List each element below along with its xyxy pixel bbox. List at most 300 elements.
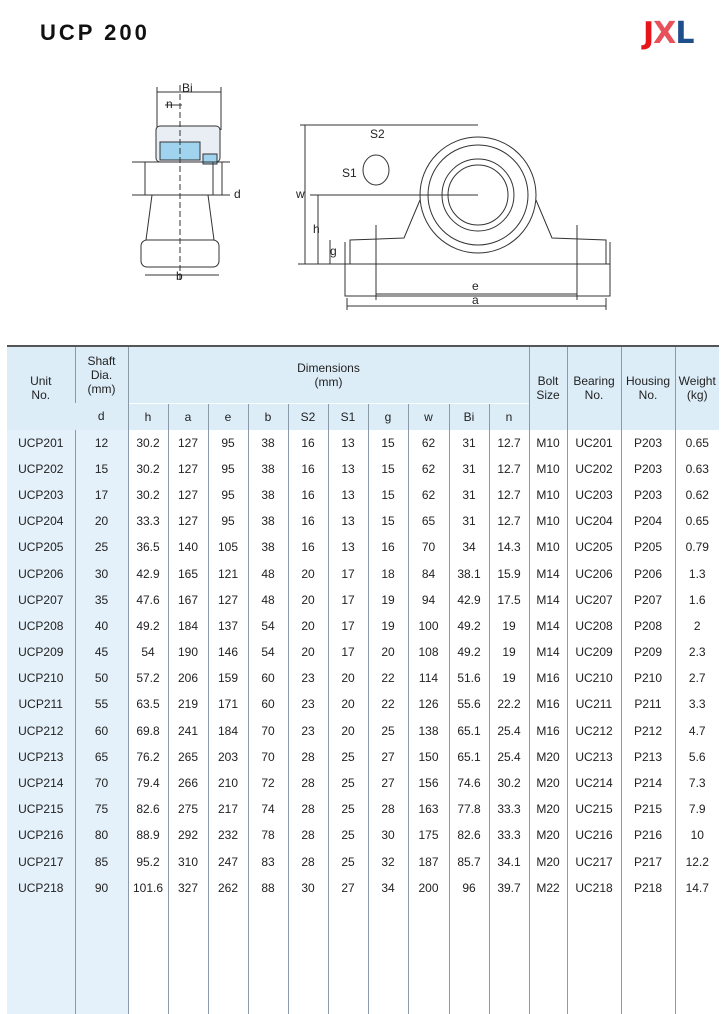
table-cell: 65.1 bbox=[449, 718, 489, 744]
table-cell: 85.7 bbox=[449, 849, 489, 875]
table-cell: 31 bbox=[449, 508, 489, 534]
table-cell: UCP218 bbox=[7, 875, 75, 901]
table-cell: 30 bbox=[75, 560, 128, 586]
table-cell: 17.5 bbox=[489, 587, 529, 613]
table-cell: UC217 bbox=[567, 849, 621, 875]
subheader-d: d bbox=[75, 403, 128, 430]
table-cell: 217 bbox=[208, 796, 248, 822]
svg-text:Bi: Bi bbox=[182, 81, 193, 95]
empty-cell bbox=[168, 901, 208, 1014]
table-cell: 28 bbox=[288, 796, 328, 822]
table-cell: 13 bbox=[328, 534, 368, 560]
table-cell: 2.7 bbox=[675, 665, 719, 691]
table-cell: 150 bbox=[408, 744, 449, 770]
table-cell: 40 bbox=[75, 613, 128, 639]
empty-cell bbox=[489, 901, 529, 1014]
table-cell: 79.4 bbox=[128, 770, 168, 796]
table-cell: P213 bbox=[621, 744, 675, 770]
table-cell: UCP215 bbox=[7, 796, 75, 822]
table-cell: 20 bbox=[328, 665, 368, 691]
table-cell: 203 bbox=[208, 744, 248, 770]
table-cell: 27 bbox=[368, 770, 408, 796]
table-cell: 114 bbox=[408, 665, 449, 691]
table-cell: 190 bbox=[168, 639, 208, 665]
empty-cell bbox=[7, 901, 75, 1014]
table-cell: 187 bbox=[408, 849, 449, 875]
table-cell: 247 bbox=[208, 849, 248, 875]
table-cell: 94 bbox=[408, 587, 449, 613]
table-cell: 16 bbox=[288, 456, 328, 482]
table-cell: 57.2 bbox=[128, 665, 168, 691]
empty-cell bbox=[75, 901, 128, 1014]
header-bearing-no: Bearing No. bbox=[567, 346, 621, 430]
table-row bbox=[7, 665, 719, 691]
empty-cell bbox=[328, 901, 368, 1014]
table-cell: UCP205 bbox=[7, 534, 75, 560]
table-cell: 49.2 bbox=[449, 639, 489, 665]
table-cell: 95 bbox=[208, 508, 248, 534]
table-cell: 62 bbox=[408, 482, 449, 508]
table-cell: 82.6 bbox=[449, 822, 489, 848]
table-cell: 184 bbox=[168, 613, 208, 639]
table-cell: 95.2 bbox=[128, 849, 168, 875]
table-cell: 33.3 bbox=[489, 822, 529, 848]
table-cell: UCP203 bbox=[7, 482, 75, 508]
table-cell: 13 bbox=[328, 482, 368, 508]
table-cell: 10 bbox=[675, 822, 719, 848]
table-row bbox=[7, 796, 719, 822]
table-cell: 2 bbox=[675, 613, 719, 639]
table-cell: 292 bbox=[168, 822, 208, 848]
table-cell: 42.9 bbox=[128, 560, 168, 586]
table-cell: 28 bbox=[288, 849, 328, 875]
table-cell: 34.1 bbox=[489, 849, 529, 875]
table-cell: 127 bbox=[168, 456, 208, 482]
table-cell: 3.3 bbox=[675, 691, 719, 717]
table-cell: 33.3 bbox=[489, 796, 529, 822]
table-cell: 22 bbox=[368, 691, 408, 717]
table-cell: 27 bbox=[368, 744, 408, 770]
subheader-s2: S2 bbox=[288, 403, 328, 430]
header-bolt-size: Bolt Size bbox=[529, 346, 567, 430]
table-cell: 17 bbox=[75, 482, 128, 508]
table-cell: M14 bbox=[529, 613, 567, 639]
table-cell: M10 bbox=[529, 430, 567, 456]
table-cell: UCP213 bbox=[7, 744, 75, 770]
table-cell: 54 bbox=[128, 639, 168, 665]
table-cell: UC207 bbox=[567, 587, 621, 613]
table-cell: P207 bbox=[621, 587, 675, 613]
table-cell: 156 bbox=[408, 770, 449, 796]
table-cell: 17 bbox=[328, 639, 368, 665]
table-cell: 200 bbox=[408, 875, 449, 901]
empty-cell bbox=[208, 901, 248, 1014]
table-cell: 48 bbox=[248, 587, 288, 613]
subheader-w: w bbox=[408, 403, 449, 430]
table-cell: UC209 bbox=[567, 639, 621, 665]
table-cell: 28 bbox=[288, 822, 328, 848]
table-cell: 50 bbox=[75, 665, 128, 691]
table-cell: 30.2 bbox=[489, 770, 529, 796]
table-cell: P215 bbox=[621, 796, 675, 822]
table-cell: UC206 bbox=[567, 560, 621, 586]
table-cell: 30 bbox=[288, 875, 328, 901]
svg-text:S2: S2 bbox=[370, 127, 385, 141]
table-cell: 35 bbox=[75, 587, 128, 613]
table-cell: 127 bbox=[168, 482, 208, 508]
table-cell: 137 bbox=[208, 613, 248, 639]
jxl-logo: JXL bbox=[643, 16, 694, 51]
empty-cell bbox=[368, 901, 408, 1014]
table-cell: 15 bbox=[75, 456, 128, 482]
table-cell: 30 bbox=[368, 822, 408, 848]
subheader-e: e bbox=[208, 403, 248, 430]
table-cell: UCP210 bbox=[7, 665, 75, 691]
table-cell: 25 bbox=[368, 718, 408, 744]
table-cell: 16 bbox=[368, 534, 408, 560]
table-cell: 80 bbox=[75, 822, 128, 848]
table-cell: UC208 bbox=[567, 613, 621, 639]
table-cell: M20 bbox=[529, 796, 567, 822]
table-cell: P212 bbox=[621, 718, 675, 744]
empty-cell bbox=[529, 901, 567, 1014]
table-cell: M20 bbox=[529, 849, 567, 875]
table-cell: UCP212 bbox=[7, 718, 75, 744]
table-cell: 34 bbox=[449, 534, 489, 560]
table-cell: 19 bbox=[368, 613, 408, 639]
table-row bbox=[7, 560, 719, 586]
table-cell: 25 bbox=[328, 796, 368, 822]
header-unit-no: Unit No. bbox=[7, 346, 75, 430]
table-row bbox=[7, 430, 719, 456]
table-cell: 16 bbox=[288, 482, 328, 508]
table-cell: 127 bbox=[168, 508, 208, 534]
table-cell: 32 bbox=[368, 849, 408, 875]
empty-cell bbox=[675, 901, 719, 1014]
table-row bbox=[7, 482, 719, 508]
table-cell: UCP201 bbox=[7, 430, 75, 456]
subheader-h: h bbox=[128, 403, 168, 430]
side-view bbox=[132, 81, 241, 283]
table-cell: M10 bbox=[529, 508, 567, 534]
table-cell: UC210 bbox=[567, 665, 621, 691]
empty-cell bbox=[567, 901, 621, 1014]
table-cell: UC218 bbox=[567, 875, 621, 901]
table-row bbox=[7, 508, 719, 534]
table-cell: UC205 bbox=[567, 534, 621, 560]
table-cell: 0.65 bbox=[675, 430, 719, 456]
table-cell: 38 bbox=[248, 430, 288, 456]
table-cell: 25 bbox=[328, 770, 368, 796]
table-cell: UCP211 bbox=[7, 691, 75, 717]
table-cell: 165 bbox=[168, 560, 208, 586]
table-row bbox=[7, 639, 719, 665]
header-weight: Weight (kg) bbox=[675, 346, 719, 430]
table-cell: 127 bbox=[208, 587, 248, 613]
table-cell: 76.2 bbox=[128, 744, 168, 770]
table-cell: 105 bbox=[208, 534, 248, 560]
table-cell: 82.6 bbox=[128, 796, 168, 822]
table-cell: 25 bbox=[328, 849, 368, 875]
table-cell: UCP217 bbox=[7, 849, 75, 875]
table-row bbox=[7, 718, 719, 744]
table-cell: 48 bbox=[248, 560, 288, 586]
table-cell: 22 bbox=[368, 665, 408, 691]
table-cell: M10 bbox=[529, 482, 567, 508]
table-cell: 63.5 bbox=[128, 691, 168, 717]
table-cell: 167 bbox=[168, 587, 208, 613]
table-cell: 74 bbox=[248, 796, 288, 822]
table-cell: 51.6 bbox=[449, 665, 489, 691]
table-cell: 100 bbox=[408, 613, 449, 639]
table-cell: 146 bbox=[208, 639, 248, 665]
table-cell: 70 bbox=[408, 534, 449, 560]
table-cell: 25 bbox=[328, 744, 368, 770]
table-row bbox=[7, 875, 719, 901]
table-row bbox=[7, 613, 719, 639]
table-cell: P214 bbox=[621, 770, 675, 796]
table-cell: 127 bbox=[168, 430, 208, 456]
table-cell: UCP202 bbox=[7, 456, 75, 482]
table-cell: 108 bbox=[408, 639, 449, 665]
table-cell: 18 bbox=[368, 560, 408, 586]
table-row bbox=[7, 849, 719, 875]
table-cell: 70 bbox=[248, 718, 288, 744]
table-row bbox=[7, 822, 719, 848]
subheader-s1: S1 bbox=[328, 403, 368, 430]
table-cell: 88 bbox=[248, 875, 288, 901]
table-cell: 15 bbox=[368, 508, 408, 534]
table-cell: P210 bbox=[621, 665, 675, 691]
specification-table bbox=[7, 345, 719, 1014]
table-cell: 15.9 bbox=[489, 560, 529, 586]
table-row bbox=[7, 534, 719, 560]
table-cell: 95 bbox=[208, 456, 248, 482]
table-cell: 13 bbox=[328, 508, 368, 534]
empty-cell bbox=[408, 901, 449, 1014]
table-cell: 31 bbox=[449, 430, 489, 456]
table-cell: P203 bbox=[621, 482, 675, 508]
table-cell: UC211 bbox=[567, 691, 621, 717]
table-cell: 0.65 bbox=[675, 508, 719, 534]
table-cell: 159 bbox=[208, 665, 248, 691]
table-cell: 70 bbox=[248, 744, 288, 770]
table-cell: 13 bbox=[328, 430, 368, 456]
table-cell: 20 bbox=[75, 508, 128, 534]
table-cell: P211 bbox=[621, 691, 675, 717]
table-cell: 74.6 bbox=[449, 770, 489, 796]
table-cell: 62 bbox=[408, 430, 449, 456]
table-cell: P203 bbox=[621, 430, 675, 456]
empty-cell bbox=[288, 901, 328, 1014]
table-cell: M16 bbox=[529, 691, 567, 717]
table-cell: 16 bbox=[288, 430, 328, 456]
table-cell: M20 bbox=[529, 770, 567, 796]
subheader-bi: Bi bbox=[449, 403, 489, 430]
table-cell: 16 bbox=[288, 534, 328, 560]
table-cell: 95 bbox=[208, 430, 248, 456]
table-cell: 171 bbox=[208, 691, 248, 717]
table-cell: 266 bbox=[168, 770, 208, 796]
table-cell: M14 bbox=[529, 560, 567, 586]
table-cell: UCP204 bbox=[7, 508, 75, 534]
table-cell: UCP206 bbox=[7, 560, 75, 586]
table-cell: 84 bbox=[408, 560, 449, 586]
table-cell: 31 bbox=[449, 482, 489, 508]
svg-text:b: b bbox=[176, 269, 183, 283]
table-cell: 55 bbox=[75, 691, 128, 717]
table-cell: 310 bbox=[168, 849, 208, 875]
empty-cell bbox=[248, 901, 288, 1014]
table-cell: 54 bbox=[248, 639, 288, 665]
table-cell: UCP216 bbox=[7, 822, 75, 848]
table-cell: M22 bbox=[529, 875, 567, 901]
table-cell: 121 bbox=[208, 560, 248, 586]
table-row bbox=[7, 587, 719, 613]
table-cell: 12.7 bbox=[489, 482, 529, 508]
table-cell: 12.7 bbox=[489, 456, 529, 482]
table-cell: M10 bbox=[529, 456, 567, 482]
table-cell: M16 bbox=[529, 665, 567, 691]
table-cell: 175 bbox=[408, 822, 449, 848]
table-cell: 206 bbox=[168, 665, 208, 691]
svg-text:n: n bbox=[166, 97, 173, 111]
table-cell: UC202 bbox=[567, 456, 621, 482]
subheader-b: b bbox=[248, 403, 288, 430]
table-cell: 27 bbox=[328, 875, 368, 901]
table-cell: 4.7 bbox=[675, 718, 719, 744]
table-cell: 0.62 bbox=[675, 482, 719, 508]
table-cell: 20 bbox=[328, 718, 368, 744]
table-cell: 7.9 bbox=[675, 796, 719, 822]
table-cell: 28 bbox=[288, 744, 328, 770]
svg-text:d: d bbox=[234, 187, 241, 201]
table-cell: 77.8 bbox=[449, 796, 489, 822]
table-cell: 16 bbox=[288, 508, 328, 534]
table-cell: 14.7 bbox=[675, 875, 719, 901]
table-cell: P203 bbox=[621, 456, 675, 482]
table-cell: 30.2 bbox=[128, 456, 168, 482]
svg-text:w: w bbox=[296, 187, 305, 201]
table-cell: 65 bbox=[408, 508, 449, 534]
table-cell: 17 bbox=[328, 587, 368, 613]
table-cell: P205 bbox=[621, 534, 675, 560]
subheader-g: g bbox=[368, 403, 408, 430]
table-cell: 241 bbox=[168, 718, 208, 744]
table-cell: 25 bbox=[328, 822, 368, 848]
subheader-a: a bbox=[168, 403, 208, 430]
table-cell: 15 bbox=[368, 482, 408, 508]
table-cell: 20 bbox=[288, 639, 328, 665]
table-cell: 17 bbox=[328, 613, 368, 639]
table-cell: 210 bbox=[208, 770, 248, 796]
table-cell: M20 bbox=[529, 822, 567, 848]
table-row bbox=[7, 744, 719, 770]
header-dimensions: Dimensions (mm) bbox=[128, 346, 529, 403]
table-cell: 60 bbox=[75, 718, 128, 744]
table-cell: 12.7 bbox=[489, 430, 529, 456]
table-cell: M20 bbox=[529, 744, 567, 770]
table-cell: 95 bbox=[208, 482, 248, 508]
table-cell: 1.3 bbox=[675, 560, 719, 586]
bearing-drawing bbox=[0, 70, 726, 330]
table-cell: 19 bbox=[489, 639, 529, 665]
table-cell: 265 bbox=[168, 744, 208, 770]
table-cell: 54 bbox=[248, 613, 288, 639]
table-cell: 25.4 bbox=[489, 718, 529, 744]
table-cell: 30.2 bbox=[128, 482, 168, 508]
table-cell: UCP214 bbox=[7, 770, 75, 796]
table-cell: 12.2 bbox=[675, 849, 719, 875]
table-cell: P216 bbox=[621, 822, 675, 848]
table-cell: 62 bbox=[408, 456, 449, 482]
subheader-n: n bbox=[489, 403, 529, 430]
front-view bbox=[295, 125, 610, 310]
table-cell: P206 bbox=[621, 560, 675, 586]
table-cell: 22.2 bbox=[489, 691, 529, 717]
table-cell: UCP207 bbox=[7, 587, 75, 613]
table-cell: 0.79 bbox=[675, 534, 719, 560]
table-cell: 19 bbox=[489, 613, 529, 639]
table-cell: 12 bbox=[75, 430, 128, 456]
table-cell: 90 bbox=[75, 875, 128, 901]
table-cell: 23 bbox=[288, 718, 328, 744]
table-row bbox=[7, 456, 719, 482]
table-cell: 75 bbox=[75, 796, 128, 822]
header-housing-no: Housing No. bbox=[621, 346, 675, 430]
table-cell: 327 bbox=[168, 875, 208, 901]
table-cell: 1.6 bbox=[675, 587, 719, 613]
table-cell: P217 bbox=[621, 849, 675, 875]
table-cell: 45 bbox=[75, 639, 128, 665]
table-cell: 55.6 bbox=[449, 691, 489, 717]
svg-text:g: g bbox=[330, 244, 337, 258]
table-cell: UC201 bbox=[567, 430, 621, 456]
svg-text:a: a bbox=[472, 293, 479, 307]
table-cell: 49.2 bbox=[128, 613, 168, 639]
table-cell: 60 bbox=[248, 691, 288, 717]
table-cell: 28 bbox=[288, 770, 328, 796]
table-cell: 2.3 bbox=[675, 639, 719, 665]
table-filler-row bbox=[7, 901, 719, 1014]
table-cell: 38 bbox=[248, 456, 288, 482]
table-cell: 20 bbox=[288, 587, 328, 613]
table-cell: 38.1 bbox=[449, 560, 489, 586]
table-cell: 14.3 bbox=[489, 534, 529, 560]
table-row bbox=[7, 691, 719, 717]
table-cell: 33.3 bbox=[128, 508, 168, 534]
table-cell: UC204 bbox=[567, 508, 621, 534]
table-cell: 15 bbox=[368, 430, 408, 456]
table-cell: 65.1 bbox=[449, 744, 489, 770]
table-cell: 25 bbox=[75, 534, 128, 560]
table-cell: 38 bbox=[248, 534, 288, 560]
table-cell: 232 bbox=[208, 822, 248, 848]
table-cell: 262 bbox=[208, 875, 248, 901]
table-cell: 101.6 bbox=[128, 875, 168, 901]
page-title: UCP 200 bbox=[40, 20, 150, 45]
table-cell: 25.4 bbox=[489, 744, 529, 770]
table-cell: 49.2 bbox=[449, 613, 489, 639]
table-cell: 140 bbox=[168, 534, 208, 560]
empty-cell bbox=[449, 901, 489, 1014]
svg-text:S1: S1 bbox=[342, 166, 357, 180]
table-cell: 126 bbox=[408, 691, 449, 717]
table-cell: 219 bbox=[168, 691, 208, 717]
table-cell: 19 bbox=[368, 587, 408, 613]
table-cell: UC203 bbox=[567, 482, 621, 508]
table-cell: 138 bbox=[408, 718, 449, 744]
